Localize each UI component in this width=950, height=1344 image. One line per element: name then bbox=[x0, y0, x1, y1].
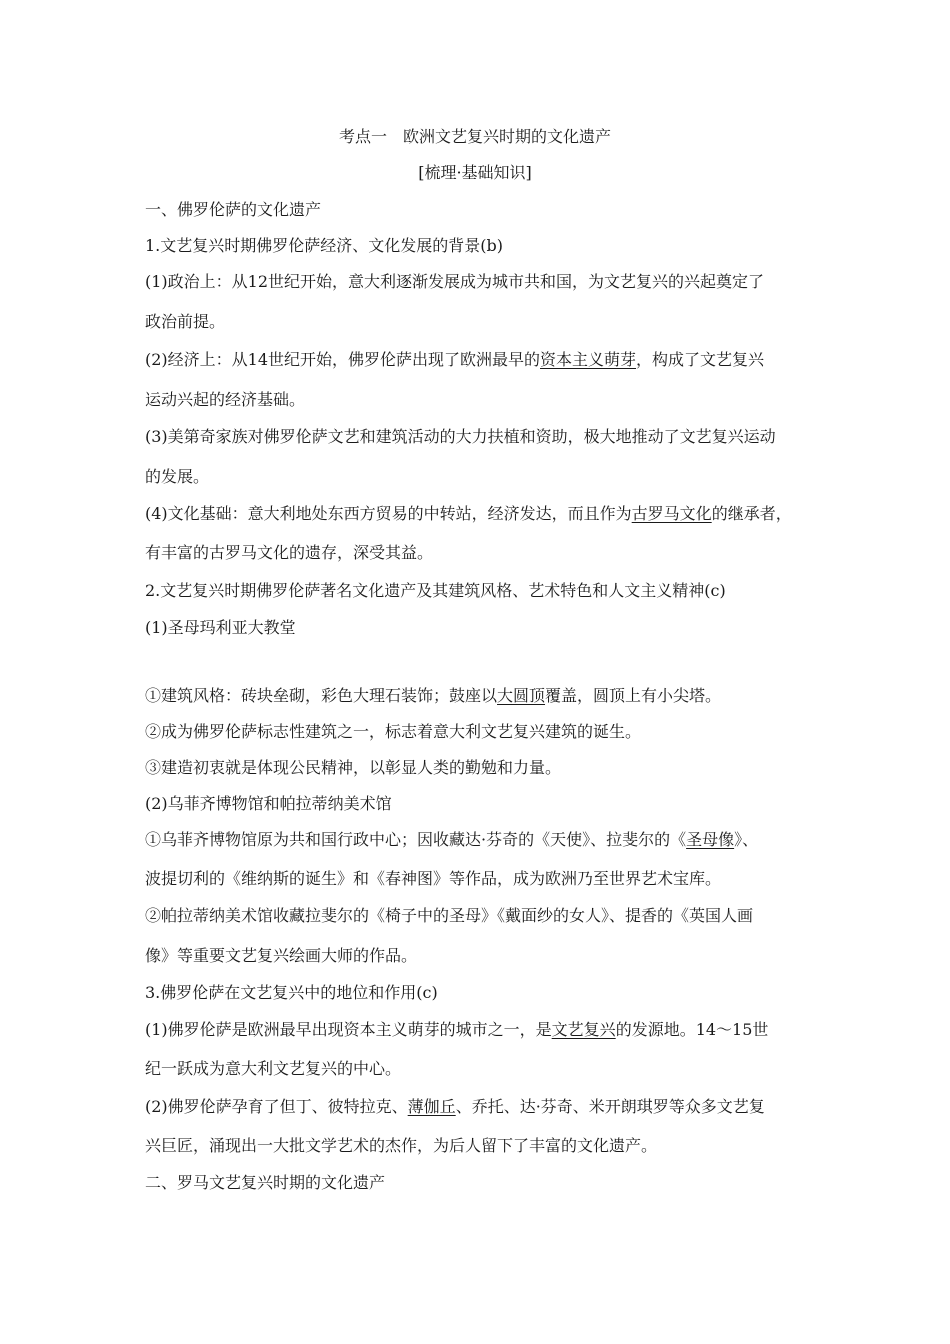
paragraph-uffizi-line1 bbox=[145, 829, 758, 851]
paragraph-economy-line2: 运动兴起的经济基础。 bbox=[145, 390, 306, 409]
text-span: 、乔托、达·芬奇、米开朗琪罗等众多文艺复 bbox=[455, 1097, 765, 1116]
paragraph-uffizi-line2: 波提切利的《维纳斯的诞生》和《春神图》等作品，成为欧洲乃至世界艺术宝库。 bbox=[145, 869, 722, 888]
paragraph-medici-line2: 的发展。 bbox=[145, 467, 210, 486]
underlined-term: 文艺复兴 bbox=[551, 1020, 616, 1039]
paragraph-origin-line1 bbox=[145, 1019, 768, 1041]
text-span: (2)佛罗伦萨孕育了但丁、彼特拉克、 bbox=[145, 1097, 408, 1116]
paragraph-politics-line1: (1)政治上：从12世纪开始，意大利逐渐发展成为城市共和国，为文艺复兴的兴起奠定了 bbox=[145, 272, 765, 291]
text-span: 》、 bbox=[734, 830, 759, 849]
item-cathedral: (1)圣母玛利亚大教堂 bbox=[145, 618, 296, 637]
paragraph-economy-line1 bbox=[145, 349, 764, 371]
text-span: (4)文化基础：意大利地处东西方贸易的中转站，经济发达，而且作为 bbox=[145, 504, 632, 523]
text-span: 的继承者， bbox=[711, 504, 792, 523]
heading-status: 3.佛罗伦萨在文艺复兴中的地位和作用(c) bbox=[145, 983, 438, 1002]
heading-background: 1.文艺复兴时期佛罗伦萨经济、文化发展的背景(b) bbox=[145, 236, 503, 255]
item-landmark: ②成为佛罗伦萨标志性建筑之一，标志着意大利文艺复兴建筑的诞生。 bbox=[145, 722, 642, 741]
section-subtitle: [梳理·基础知识] bbox=[418, 163, 532, 182]
paragraph-masters-line1 bbox=[145, 1096, 765, 1118]
underlined-term: 古罗马文化 bbox=[631, 504, 712, 523]
paragraph-masters-line2: 兴巨匠，涌现出一大批文学艺术的杰作，为后人留下了丰富的文化遗产。 bbox=[145, 1136, 658, 1155]
item-architecture-style bbox=[145, 685, 721, 707]
text-span: ，构成了文艺复兴 bbox=[636, 350, 765, 369]
paragraph-palatina-line2: 像》等重要文艺复兴绘画大师的作品。 bbox=[145, 946, 418, 965]
paragraph-origin-line2: 纪一跃成为意大利文艺复兴的中心。 bbox=[145, 1059, 402, 1078]
heading-florence: 一、佛罗伦萨的文化遗产 bbox=[145, 200, 322, 219]
heading-heritage: 2.文艺复兴时期佛罗伦萨著名文化遗产及其建筑风格、艺术特色和人文主义精神(c) bbox=[145, 581, 726, 600]
item-museums: (2)乌菲齐博物馆和帕拉蒂纳美术馆 bbox=[145, 794, 392, 813]
text-span: 覆盖，圆顶上有小尖塔。 bbox=[545, 686, 722, 705]
paragraph-culture-line2: 有丰富的古罗马文化的遗存，深受其益。 bbox=[145, 543, 434, 562]
text-span: (2)经济上：从14世纪开始，佛罗伦萨出现了欧洲最早的 bbox=[145, 350, 541, 369]
paragraph-medici-line1: (3)美第奇家族对佛罗伦萨文艺和建筑活动的大力扶植和资助，极大地推动了文艺复兴运动 bbox=[145, 427, 776, 446]
paragraph-culture-line1 bbox=[145, 503, 792, 525]
heading-rome: 二、罗马文艺复兴时期的文化遗产 bbox=[145, 1173, 386, 1192]
text-span: 的发源地。14～15世 bbox=[615, 1020, 769, 1039]
item-purpose: ③建造初衷就是体现公民精神，以彰显人类的勤勉和力量。 bbox=[145, 758, 562, 777]
underlined-term: 大圆顶 bbox=[497, 686, 546, 705]
text-span: ①建筑风格：砖块垒砌，彩色大理石装饰；鼓座以 bbox=[145, 686, 498, 705]
underlined-term: 圣母像 bbox=[686, 830, 735, 849]
underlined-term: 薄伽丘 bbox=[407, 1097, 456, 1116]
text-span: (1)佛罗伦萨是欧洲最早出现资本主义萌芽的城市之一，是 bbox=[145, 1020, 552, 1039]
text-span: ①乌菲齐博物馆原为共和国行政中心；因收藏达·芬奇的《天使》、拉斐尔的《 bbox=[145, 830, 687, 849]
paragraph-palatina-line1: ②帕拉蒂纳美术馆收藏拉斐尔的《椅子中的圣母》《戴面纱的女人》、提香的《英国人画 bbox=[145, 906, 754, 925]
page-title: 考点一 欧洲文艺复兴时期的文化遗产 bbox=[338, 127, 611, 146]
paragraph-politics-line2: 政治前提。 bbox=[145, 312, 226, 331]
underlined-term: 资本主义萌芽 bbox=[540, 350, 637, 369]
